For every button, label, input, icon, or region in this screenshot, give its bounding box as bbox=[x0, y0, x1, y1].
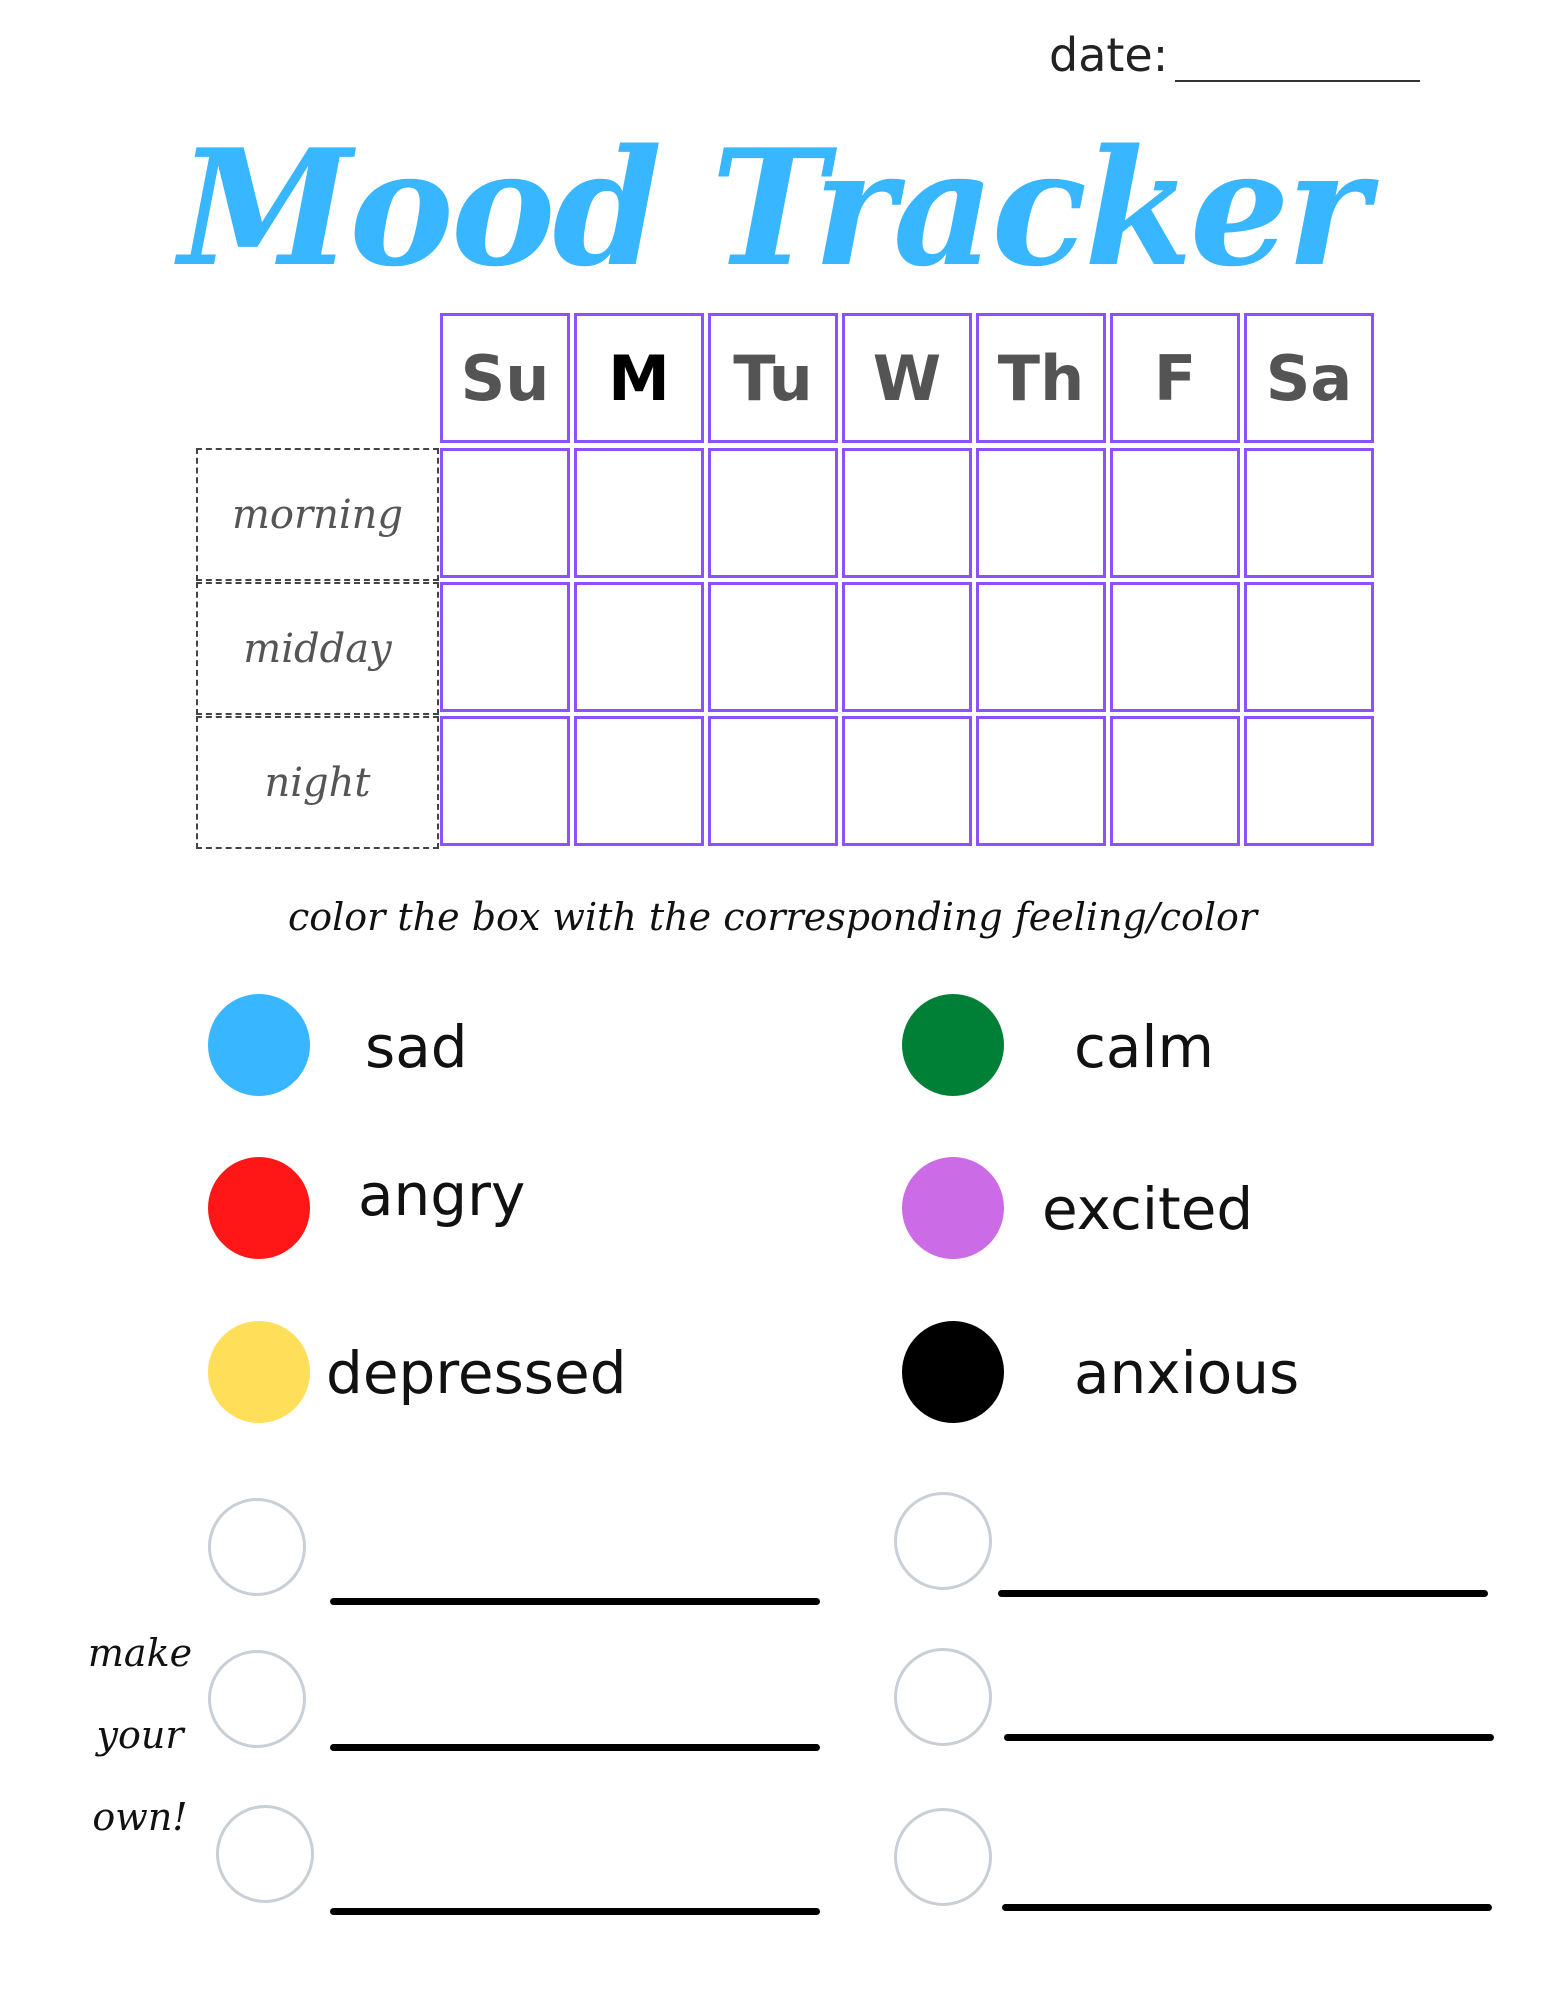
grid-cell[interactable] bbox=[976, 582, 1106, 712]
grid-cell[interactable] bbox=[440, 716, 570, 846]
date-blank-line[interactable] bbox=[1175, 80, 1420, 82]
custom-color-dot[interactable] bbox=[216, 1805, 314, 1903]
grid-cell[interactable] bbox=[574, 448, 704, 578]
legend-label-anxious: anxious bbox=[1074, 1339, 1300, 1407]
grid-cell[interactable] bbox=[1110, 448, 1240, 578]
anxious-color-dot bbox=[902, 1321, 1004, 1423]
row-label-midday: midday bbox=[196, 582, 439, 715]
day-header-th: Th bbox=[976, 313, 1106, 443]
custom-label-line[interactable] bbox=[330, 1744, 820, 1751]
grid-cell[interactable] bbox=[842, 716, 972, 846]
page-title: Mood Tracker bbox=[178, 114, 1367, 302]
day-header-sa: Sa bbox=[1244, 313, 1374, 443]
custom-label-line[interactable] bbox=[998, 1590, 1488, 1597]
make-your-own-label bbox=[80, 1612, 200, 1858]
date-label: date: bbox=[1049, 28, 1169, 82]
grid-cell[interactable] bbox=[976, 716, 1106, 846]
custom-label-line[interactable] bbox=[1004, 1734, 1494, 1741]
grid-cell[interactable] bbox=[1244, 448, 1374, 578]
row-label-morning: morning bbox=[196, 448, 439, 581]
day-header-w: W bbox=[842, 313, 972, 443]
make-your-own-line: make bbox=[87, 1631, 193, 1675]
grid-cell[interactable] bbox=[708, 582, 838, 712]
custom-color-dot[interactable] bbox=[208, 1498, 306, 1596]
grid-cell[interactable] bbox=[440, 582, 570, 712]
custom-color-dot[interactable] bbox=[894, 1648, 992, 1746]
grid-cell[interactable] bbox=[1110, 582, 1240, 712]
grid-cell[interactable] bbox=[842, 582, 972, 712]
legend-label-excited: excited bbox=[1042, 1175, 1254, 1243]
day-header-tu: Tu bbox=[708, 313, 838, 443]
legend-label-sad: sad bbox=[365, 1013, 468, 1081]
custom-color-dot[interactable] bbox=[894, 1492, 992, 1590]
day-header-f: F bbox=[1110, 313, 1240, 443]
instructions-text: color the box with the corresponding feeling/color bbox=[287, 895, 1258, 939]
date-field[interactable] bbox=[1049, 28, 1429, 88]
custom-color-dot[interactable] bbox=[208, 1650, 306, 1748]
grid-cell[interactable] bbox=[708, 716, 838, 846]
excited-color-dot bbox=[902, 1157, 1004, 1259]
custom-color-dot[interactable] bbox=[894, 1808, 992, 1906]
row-label-night: night bbox=[196, 716, 439, 849]
grid-cell[interactable] bbox=[574, 716, 704, 846]
make-your-own-line: your bbox=[96, 1713, 184, 1757]
grid-cell[interactable] bbox=[1110, 716, 1240, 846]
grid-cell[interactable] bbox=[842, 448, 972, 578]
grid-cell[interactable] bbox=[574, 582, 704, 712]
make-your-own-line: own! bbox=[92, 1795, 188, 1839]
grid-cell[interactable] bbox=[1244, 716, 1374, 846]
legend-label-calm: calm bbox=[1074, 1013, 1215, 1081]
depressed-color-dot bbox=[208, 1321, 310, 1423]
grid-cell[interactable] bbox=[976, 448, 1106, 578]
day-header-su: Su bbox=[440, 313, 570, 443]
grid-cell[interactable] bbox=[440, 448, 570, 578]
angry-color-dot bbox=[208, 1157, 310, 1259]
custom-label-line[interactable] bbox=[1002, 1904, 1492, 1911]
grid-cell[interactable] bbox=[1244, 582, 1374, 712]
day-header-m: M bbox=[574, 313, 704, 443]
calm-color-dot bbox=[902, 994, 1004, 1096]
custom-label-line[interactable] bbox=[330, 1908, 820, 1915]
sad-color-dot bbox=[208, 994, 310, 1096]
legend-label-angry: angry bbox=[358, 1161, 526, 1229]
legend-label-depressed: depressed bbox=[326, 1339, 627, 1407]
custom-label-line[interactable] bbox=[330, 1598, 820, 1605]
grid-cell[interactable] bbox=[708, 448, 838, 578]
